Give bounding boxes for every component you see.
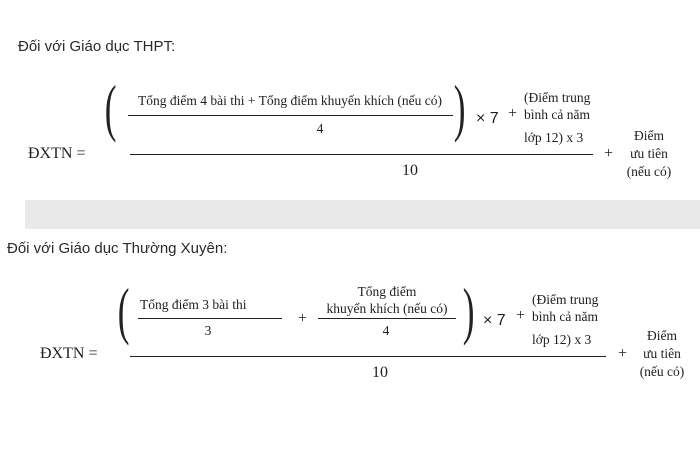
frac2-numerator-line2: khuyến khích (nếu có) (326, 301, 448, 316)
main-denominator: 10 (372, 364, 388, 381)
priority-line2: ưu tiên (643, 346, 681, 361)
frac1-bar (138, 318, 282, 319)
frac1-denominator: 3 (204, 323, 212, 338)
dxtn-label: ĐXTN = (40, 345, 98, 362)
plus-sign: + (298, 310, 308, 327)
main-denominator: 10 (402, 162, 418, 179)
frac2-numerator-line1: Tổng điểm (357, 284, 417, 299)
section1-heading: Đối với Giáo dục THPT: (18, 38, 176, 55)
average-score-line3: lớp 12) x 3 (532, 332, 592, 347)
frac1-numerator: Tổng điểm 3 bài thi (140, 297, 247, 312)
average-score-line2: bình cả năm (524, 107, 590, 122)
average-score-line1: (Điểm trung (532, 292, 599, 307)
left-paren: ( (104, 72, 117, 143)
times-seven: × 7 (476, 110, 499, 127)
frac2-bar (318, 318, 456, 319)
plus-sign: + (508, 105, 518, 122)
dxtn-label: ĐXTN = (28, 145, 86, 162)
priority-line3: (nếu có) (639, 364, 685, 379)
separator-band (25, 200, 700, 229)
average-score-line1: (Điểm trung (524, 90, 591, 105)
main-fraction-bar (130, 154, 593, 155)
plus-sign: + (516, 307, 526, 324)
times-seven: × 7 (483, 312, 506, 329)
frac2-denominator: 4 (382, 323, 390, 338)
left-paren: ( (117, 275, 130, 346)
priority-line1: Điểm (647, 328, 677, 343)
inner-numerator: Tổng điểm 4 bài thi + Tổng điểm khuyến khích (nếu có) (138, 93, 442, 108)
main-fraction-bar (130, 356, 606, 357)
plus-sign: + (604, 145, 614, 162)
priority-line2: ưu tiên (630, 146, 668, 161)
average-score-line2: bình cả năm (532, 309, 598, 324)
priority-line1: Điểm (634, 128, 664, 143)
section2-heading: Đối với Giáo dục Thường Xuyên: (7, 240, 228, 257)
average-score-line3: lớp 12) x 3 (524, 130, 584, 145)
right-paren: ) (462, 275, 475, 346)
right-paren: ) (453, 72, 466, 143)
plus-sign: + (618, 345, 628, 362)
inner-denominator: 4 (316, 121, 324, 136)
inner-fraction-bar (128, 115, 453, 116)
priority-line3: (nếu có) (626, 164, 672, 179)
